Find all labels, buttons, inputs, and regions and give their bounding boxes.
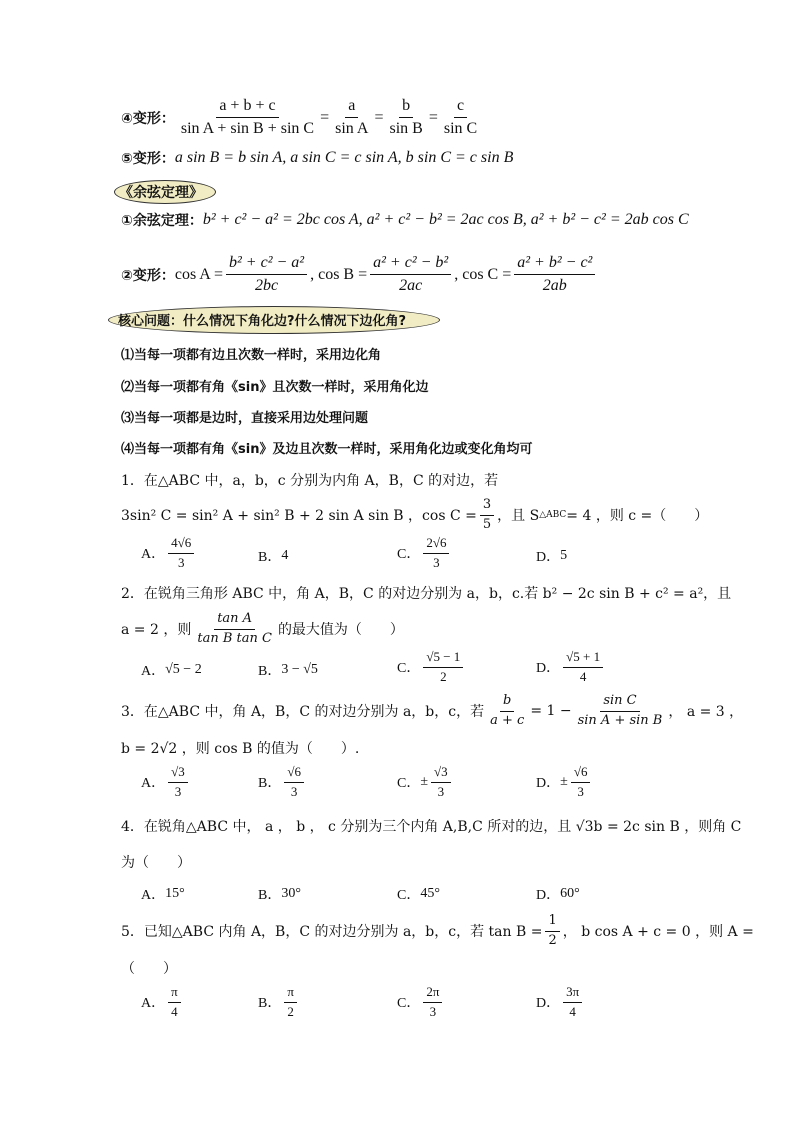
fraction-b: $\frac{b}{\text{sin B}}$ xyxy=(389,97,423,138)
q5-fraction: $\frac{1}{2}$ xyxy=(545,914,559,949)
q1-cos-fraction: $\frac{3}{5}$ xyxy=(480,498,494,533)
q3-option-d[interactable]: D． ± $\frac{√6}{3}$ xyxy=(536,765,593,800)
cos-c-fraction: $\frac{\text{a² + b² − c²}}{2ab}$ xyxy=(514,254,595,296)
q4-option-b[interactable]: B． 30° xyxy=(258,886,301,903)
identity-5 xyxy=(121,148,513,168)
q5-option-c[interactable]: C． $\frac{2\pi}{3}$ xyxy=(397,985,445,1020)
rule-1: ⑴当每一项都有边且次数一样时，采用边化角 xyxy=(121,348,382,363)
q2-option-d[interactable]: D． $\frac{√5 + 1}{4}$ xyxy=(536,650,606,685)
cos-a-fraction: $\frac{\text{b² + c² − a²}}{2bc}$ xyxy=(226,254,307,296)
q2-line1: 2．在锐角三角形 ABC 中，角 A，B，C 的对边分别为 a，b，c.若 b² − 2c sin B + c² = a²，且 xyxy=(121,586,732,602)
q5-option-a[interactable]: A． $\frac{\pi}{4}$ xyxy=(141,985,184,1020)
q2-line2: a = 2 ，则 $\frac{\text{tan A}}{\text{tan B tan C}}$ 的最大值为（ ） xyxy=(121,611,404,646)
q2-option-a[interactable]: A． √5 − 2 xyxy=(141,662,202,679)
fraction-sum: $\frac{a + b + c}{\text{sin A + sin B + sin C}}$ xyxy=(180,97,315,138)
q3-option-c[interactable]: C． ± $\frac{√3}{3}$ xyxy=(397,765,454,800)
q2-option-b[interactable]: B． 3 − √5 xyxy=(258,662,318,679)
q5-option-d[interactable]: D． $\frac{3\pi}{4}$ xyxy=(536,985,585,1020)
q3-fraction-1: $\frac{b}{a + c}$ xyxy=(490,693,525,728)
cosine-section-title: 《余弦定理》 xyxy=(119,185,203,201)
rule-3: ⑶当每一项都是边时，直接采用边处理问题 xyxy=(121,411,369,426)
fraction-a: $\frac{a}{\text{sin A}}$ xyxy=(335,97,369,138)
q1-line1: 1．在△ABC 中，a，b，c 分别为内角 A，B，C 的对边，若 xyxy=(121,473,499,489)
q2-tan-fraction: $\frac{\text{tan A}}{\text{tan B tan C}}$ xyxy=(197,611,272,646)
identity-4-label: ④变形： xyxy=(121,110,175,127)
q4-line1: 4．在锐角△ABC 中， a ， b ， c 分别为三个内角 A,B,C 所对的边，且 √3b = 2c sin B ，则角 C xyxy=(121,819,742,835)
q1-line2: 3sin² C = sin² A + sin² B + 2 sin A sin B ，cos C = $\frac{3}{5}$ ，且 S △ABC = 4 ，则 c =（ ） xyxy=(121,497,709,532)
q1-option-a[interactable]: A． $\frac{4√6}{3}$ xyxy=(141,536,197,571)
q2-option-c[interactable]: C． $\frac{√5 - 1}{2}$ xyxy=(397,650,466,685)
q1-option-d[interactable]: D． 5 xyxy=(536,548,568,565)
cosine-variants-label: ②变形： xyxy=(121,267,175,284)
q1-option-b[interactable]: B． 4 xyxy=(258,548,289,565)
fraction-c: $\frac{c}{\text{sin C}}$ xyxy=(443,97,478,138)
q5-line2: （ ） xyxy=(121,961,177,977)
cosine-variants: ②变形： cos A = $\frac{\text{b² + c² − a²}}{2bc}$ , cos B = $\frac{\text{a² + c² − b²}}{2ac}$ , cos C = $\frac{\text{a² + b² − c²}}{2ab}$ xyxy=(121,254,598,296)
cos-b-fraction: $\frac{\text{a² + c² − b²}}{2ac}$ xyxy=(370,254,451,296)
q4-option-a[interactable]: A． 15° xyxy=(141,886,185,903)
q1-option-c[interactable]: C． $\frac{2√6}{3}$ xyxy=(397,536,452,571)
q4-line2: 为（ ） xyxy=(121,855,191,871)
q5-option-b[interactable]: B． $\frac{\pi}{2}$ xyxy=(258,985,300,1020)
q3-option-a[interactable]: A． $\frac{√3}{3}$ xyxy=(141,765,191,800)
q4-option-d[interactable]: D． 60° xyxy=(536,886,580,903)
identity-4: ④变形： $\frac{a + b + c}{\text{sin A + sin B + sin C}}$ = $\frac{a}{\text{sin A}}$ = $\frac{b}{\text{sin B}}$ = $\frac{c}{\text{sin C}}$ xyxy=(121,97,483,139)
q3-fraction-2: $\frac{\text{sin C}}{\text{sin A + sin B}}$ xyxy=(577,693,663,728)
cosine-theorem xyxy=(121,210,689,230)
q5-line1: 5．已知△ABC 内角 A，B，C 的对边分别为 a，b，c，若 tan B = $\frac{1}{2}$ ， b cos A + c = 0 ，则 A = xyxy=(121,913,754,948)
q3-line1: 3．在△ABC 中，角 A，B，C 的对边分别为 a，b，c，若 $\frac{b}{a + c}$ = 1 − $\frac{\text{sin C}}{\text{sin A + sin B}}$ ， a = 3 ， xyxy=(121,693,744,728)
identity-5-label: ⑤变形： xyxy=(121,151,175,167)
core-question-title: 核心问题：什么情况下角化边?什么情况下边化角? xyxy=(118,314,407,329)
q4-option-c[interactable]: C． 45° xyxy=(397,886,440,903)
q3-option-b[interactable]: B． $\frac{√6}{3}$ xyxy=(258,765,307,800)
q3-line2: b = 2√2 ，则 cos B 的值为（ ）. xyxy=(121,741,360,757)
rule-2: ⑵当每一项都有角《sin》且次数一样时，采用角化边 xyxy=(121,380,429,395)
rule-4: ⑷当每一项都有角《sin》及边且次数一样时，采用角化边或变化角均可 xyxy=(121,442,533,457)
cosine-theorem-formula: b² + c² − a² = 2bc cos A, a² + c² − b² = 2ac cos B, a² + b² − c² = 2ab cos C xyxy=(202,211,689,228)
identity-5-formula: a sin B = b sin A, a sin C = c sin A, b sin C = c sin B xyxy=(174,149,514,166)
cosine-theorem-label: ①余弦定理： xyxy=(121,213,203,229)
